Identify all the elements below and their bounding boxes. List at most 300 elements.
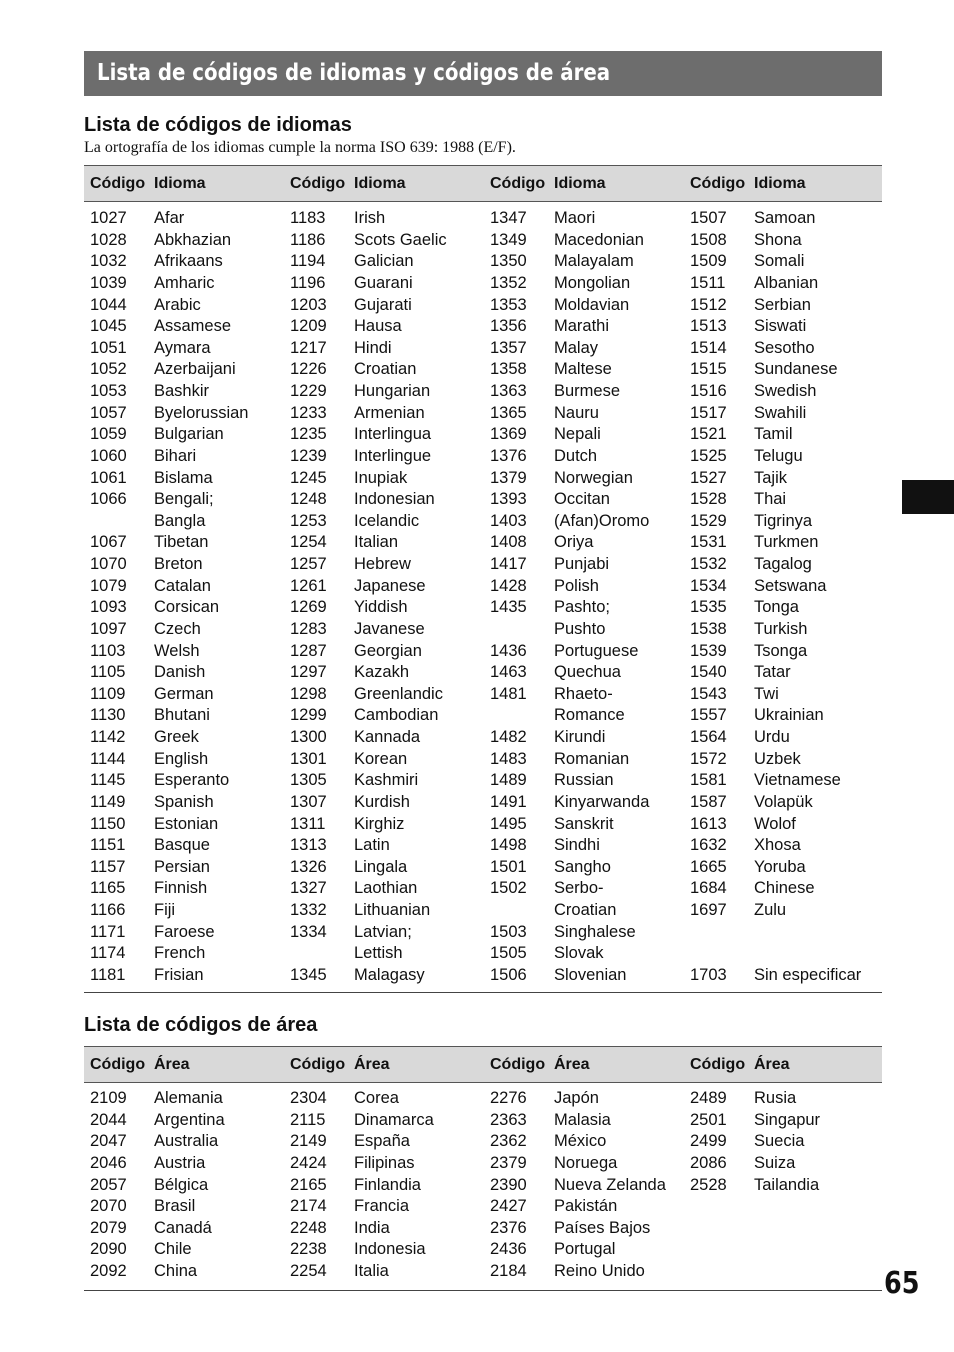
table-row	[684, 295, 884, 317]
name-cell: Laothian	[354, 879, 418, 898]
table-row	[284, 1239, 484, 1261]
code-cell: 1254	[290, 533, 327, 552]
name-cell: Finlandia	[354, 1175, 421, 1194]
table-body	[84, 1083, 882, 1290]
header-area: Área	[154, 1056, 190, 1073]
name-cell: Sesotho	[754, 338, 815, 357]
code-cell: 1376	[490, 446, 527, 465]
name-cell: Danish	[154, 663, 206, 682]
name-cell: Tibetan	[154, 533, 209, 552]
code-cell: 1305	[290, 771, 327, 790]
table-row	[684, 857, 884, 879]
table-row	[484, 705, 684, 727]
header-code: Código	[290, 175, 346, 192]
table-row	[284, 727, 484, 749]
name-cell: Telugu	[754, 446, 803, 465]
code-cell: 1379	[490, 468, 527, 487]
table-row	[84, 641, 284, 663]
table-row	[484, 814, 684, 836]
name-cell: Bulgarian	[154, 425, 224, 444]
name-cell: Tajik	[754, 468, 788, 487]
name-cell: Chinese	[754, 879, 815, 898]
table-row	[484, 273, 684, 295]
table-row	[84, 792, 284, 814]
name-cell: Faroese	[154, 922, 215, 941]
code-cell: 1297	[290, 663, 327, 682]
name-cell: Chile	[154, 1240, 192, 1259]
code-cell: 2427	[490, 1197, 527, 1216]
code-cell: 1516	[690, 382, 727, 400]
code-cell: 2304	[290, 1089, 327, 1107]
code-cell: 1194	[290, 252, 326, 271]
name-cell: Azerbaijani	[154, 360, 236, 379]
table-row	[684, 273, 884, 295]
table-row	[684, 1110, 884, 1132]
name-cell: Tagalog	[754, 555, 812, 573]
table-row	[84, 511, 284, 533]
code-cell: 1540	[690, 663, 727, 682]
table-row	[684, 922, 884, 944]
table-row	[484, 381, 684, 403]
name-cell: Korean	[354, 749, 408, 768]
code-cell: 1130	[90, 706, 126, 725]
code-cell: 1435	[490, 598, 527, 617]
name-cell: Lithuanian	[354, 901, 431, 919]
name-cell: Noruega	[554, 1153, 618, 1172]
table-row	[284, 316, 484, 338]
name-cell: Hungarian	[354, 382, 431, 400]
name-cell: Serbian	[754, 295, 811, 314]
code-cell: 1403	[490, 511, 527, 530]
code-cell: 2044	[90, 1110, 127, 1129]
table-row	[484, 359, 684, 381]
table-row	[284, 965, 484, 987]
table-row	[84, 1261, 284, 1283]
name-cell: Kirghiz	[354, 814, 405, 833]
code-cell: 1311	[290, 814, 326, 833]
code-cell: 1174	[90, 944, 126, 963]
header-code: Código	[90, 175, 146, 192]
code-cell: 2092	[90, 1262, 127, 1280]
languages-section-title: Lista de códigos de idiomas	[84, 114, 352, 136]
table-row	[684, 446, 884, 468]
code-cell: 2115	[290, 1110, 326, 1129]
table-row	[684, 511, 884, 533]
code-cell: 1283	[290, 619, 327, 638]
table-row	[684, 900, 884, 922]
code-cell: 1257	[290, 555, 327, 573]
table-body	[84, 202, 882, 992]
name-cell: Italia	[354, 1262, 389, 1280]
table-row	[684, 251, 884, 273]
table-row	[484, 1218, 684, 1240]
code-cell: 2501	[690, 1110, 727, 1129]
name-cell: Kirundi	[554, 728, 606, 746]
code-cell: 1093	[90, 598, 127, 617]
code-cell: 1482	[490, 728, 527, 746]
table-row	[84, 878, 284, 900]
table-row	[84, 749, 284, 771]
header-code: Código	[490, 1056, 546, 1073]
name-cell: Bihari	[154, 446, 197, 465]
code-cell: 1363	[490, 382, 527, 400]
table-column	[684, 208, 884, 987]
code-cell: 2528	[690, 1175, 727, 1194]
name-cell: Catalan	[154, 576, 211, 595]
name-cell: Bengali;	[154, 490, 214, 509]
code-cell: 1357	[490, 338, 527, 357]
name-cell: Xhosa	[754, 836, 801, 855]
name-cell: Pashto;	[554, 598, 610, 617]
code-cell: 1353	[490, 295, 527, 314]
table-row	[84, 900, 284, 922]
code-cell: 1463	[490, 663, 527, 682]
table-row	[84, 662, 284, 684]
table-row	[284, 835, 484, 857]
name-cell: Tamil	[754, 425, 793, 444]
code-cell: 1165	[90, 879, 126, 898]
code-cell: 1697	[690, 901, 727, 919]
code-cell: 1538	[690, 619, 727, 638]
name-cell: Javanese	[354, 619, 425, 638]
table-row	[684, 338, 884, 360]
table-row	[484, 1175, 684, 1197]
table-row	[284, 662, 484, 684]
code-cell: 1365	[490, 403, 527, 422]
name-cell: Dutch	[554, 446, 598, 465]
table-row	[284, 251, 484, 273]
name-cell: Swahili	[754, 403, 807, 422]
table-row	[484, 943, 684, 965]
code-cell: 1334	[290, 922, 327, 941]
code-cell: 1557	[690, 706, 727, 725]
code-cell: 2165	[290, 1175, 327, 1194]
table-row	[84, 338, 284, 360]
name-cell: Portuguese	[554, 641, 639, 660]
name-cell: Nueva Zelanda	[554, 1175, 666, 1194]
code-cell: 1543	[690, 684, 727, 703]
code-cell: 1501	[490, 857, 527, 876]
code-cell: 2070	[90, 1197, 127, 1216]
name-cell: Guarani	[354, 273, 413, 292]
table-row	[284, 359, 484, 381]
name-cell: Singhalese	[554, 922, 636, 941]
name-cell: French	[154, 944, 206, 963]
code-cell: 1352	[490, 273, 527, 292]
table-row	[84, 943, 284, 965]
table-row	[84, 468, 284, 490]
header-language: Idioma	[754, 175, 806, 192]
code-cell: 1531	[690, 533, 727, 552]
table-row	[284, 230, 484, 252]
code-cell: 2499	[690, 1132, 727, 1151]
table-row	[284, 814, 484, 836]
table-row	[284, 705, 484, 727]
table-row	[84, 208, 284, 230]
table-row	[684, 727, 884, 749]
code-cell: 1248	[290, 490, 327, 509]
table-row	[284, 878, 484, 900]
name-cell: Filipinas	[354, 1153, 415, 1172]
code-cell: 1509	[690, 252, 727, 271]
name-cell: Malay	[554, 338, 599, 357]
table-row	[284, 857, 484, 879]
code-cell: 1144	[90, 749, 126, 768]
table-row	[484, 1088, 684, 1110]
code-cell: 1528	[690, 490, 727, 509]
name-cell: Georgian	[354, 641, 422, 660]
table-column	[284, 1088, 484, 1283]
name-cell: Argentina	[154, 1110, 225, 1129]
code-cell: 1032	[90, 252, 127, 271]
table-row	[84, 727, 284, 749]
code-cell: 1613	[690, 814, 727, 833]
table-row	[684, 316, 884, 338]
table-row	[684, 943, 884, 965]
name-cell: Greek	[154, 728, 199, 746]
table-row	[284, 943, 484, 965]
table-row	[684, 662, 884, 684]
name-cell: Russian	[554, 771, 614, 790]
name-cell: Estonian	[154, 814, 219, 833]
table-row	[284, 1218, 484, 1240]
name-cell: Setswana	[754, 576, 827, 595]
code-cell: 1665	[690, 857, 727, 876]
name-cell: Nepali	[554, 425, 601, 444]
name-cell: Swedish	[754, 382, 817, 400]
code-cell: 1507	[690, 209, 727, 227]
code-cell: 2379	[490, 1153, 527, 1172]
name-cell: Romanian	[554, 749, 630, 768]
name-cell: Icelandic	[354, 511, 420, 530]
name-cell: Tonga	[754, 598, 799, 617]
code-cell: 1517	[690, 403, 727, 422]
name-cell: Marathi	[554, 317, 610, 336]
areas-section-title: Lista de códigos de área	[84, 1014, 318, 1036]
table-row	[284, 208, 484, 230]
name-cell: Sindhi	[554, 836, 600, 855]
table-row	[84, 424, 284, 446]
code-cell: 1307	[290, 792, 327, 811]
table-row	[284, 1131, 484, 1153]
name-cell: Canadá	[154, 1218, 212, 1237]
name-cell: Japanese	[354, 576, 426, 595]
name-cell: Esperanto	[154, 771, 230, 790]
code-cell: 2436	[490, 1240, 527, 1259]
name-cell: Australia	[154, 1132, 219, 1151]
table-row	[684, 792, 884, 814]
name-cell: Greenlandic	[354, 684, 443, 703]
code-cell: 2254	[290, 1262, 327, 1280]
table-row	[284, 273, 484, 295]
code-cell: 1145	[90, 771, 126, 790]
table-row	[484, 662, 684, 684]
table-row	[284, 770, 484, 792]
code-cell: 1070	[90, 555, 127, 573]
table-row	[84, 835, 284, 857]
name-cell: Nauru	[554, 403, 599, 422]
code-cell: 1253	[290, 511, 327, 530]
code-cell: 1428	[490, 576, 527, 595]
code-cell: 1298	[290, 684, 327, 703]
table-row	[684, 1175, 884, 1197]
name-cell: Hebrew	[354, 555, 411, 573]
code-cell: 1044	[90, 295, 127, 314]
name-cell: Sanskrit	[554, 814, 614, 833]
name-cell: Malagasy	[354, 965, 425, 984]
name-cell: Twi	[754, 684, 779, 703]
code-cell: 1483	[490, 749, 527, 768]
code-cell: 2086	[690, 1153, 727, 1172]
name-cell: Cambodian	[354, 706, 439, 725]
name-cell: Maltese	[554, 360, 612, 379]
table-column	[684, 1088, 884, 1196]
name-cell: España	[354, 1132, 410, 1151]
name-cell: Thai	[754, 490, 787, 509]
name-cell: Pushto	[554, 619, 606, 638]
name-cell: Romance	[554, 706, 625, 725]
table-row	[84, 446, 284, 468]
code-cell: 1502	[490, 879, 527, 898]
header-area: Área	[754, 1056, 790, 1073]
table-row	[684, 576, 884, 598]
table-row	[284, 1261, 484, 1283]
name-cell: Bashkir	[154, 382, 210, 400]
name-cell: Portugal	[554, 1240, 616, 1259]
table-row	[284, 511, 484, 533]
code-cell: 1489	[490, 771, 527, 790]
name-cell: India	[354, 1218, 390, 1237]
code-cell: 1313	[290, 836, 327, 855]
code-cell: 2363	[490, 1110, 527, 1129]
code-cell: 1436	[490, 641, 527, 660]
table-row	[284, 424, 484, 446]
table-row	[284, 532, 484, 554]
table-row	[484, 424, 684, 446]
table-row	[684, 965, 884, 987]
name-cell: Reino Unido	[554, 1262, 645, 1280]
table-row	[84, 1196, 284, 1218]
table-row	[484, 532, 684, 554]
table-row	[684, 619, 884, 641]
code-cell: 1512	[690, 295, 727, 314]
name-cell: Croatian	[554, 901, 617, 919]
name-cell: Punjabi	[554, 555, 610, 573]
code-cell: 1261	[290, 576, 327, 595]
name-cell: Abkhazian	[154, 230, 232, 249]
table-column	[484, 1088, 684, 1283]
name-cell: English	[154, 749, 209, 768]
table-row	[684, 532, 884, 554]
table-row	[284, 576, 484, 598]
table-row	[684, 381, 884, 403]
table-row	[484, 316, 684, 338]
name-cell: Volapük	[754, 792, 813, 811]
code-cell: 2046	[90, 1153, 127, 1172]
name-cell: Suecia	[754, 1132, 805, 1151]
code-cell: 1166	[90, 901, 126, 919]
name-cell: Tatar	[754, 663, 791, 682]
name-cell: Kashmiri	[354, 771, 419, 790]
table-row	[684, 1088, 884, 1110]
table-row	[684, 489, 884, 511]
name-cell: Kurdish	[354, 792, 410, 811]
code-cell: 1521	[690, 425, 727, 444]
code-cell: 1239	[290, 446, 327, 465]
table-row	[284, 1153, 484, 1175]
code-cell: 2047	[90, 1132, 127, 1151]
name-cell: Frisian	[154, 965, 204, 984]
code-cell: 1525	[690, 446, 727, 465]
code-cell: 1245	[290, 468, 327, 487]
code-cell: 1505	[490, 944, 527, 963]
table-row	[484, 900, 684, 922]
code-cell: 2376	[490, 1218, 527, 1237]
name-cell: Austria	[154, 1153, 206, 1172]
name-cell: Corea	[354, 1089, 399, 1107]
table-row	[484, 878, 684, 900]
table-row	[684, 835, 884, 857]
name-cell: Fiji	[154, 901, 176, 919]
table-row	[284, 792, 484, 814]
table-row	[84, 403, 284, 425]
code-cell: 2057	[90, 1175, 127, 1194]
table-row	[284, 338, 484, 360]
table-row	[484, 922, 684, 944]
code-cell: 1515	[690, 360, 727, 379]
code-cell: 1060	[90, 446, 127, 465]
table-row	[484, 251, 684, 273]
page-number: 65	[884, 1266, 920, 1301]
name-cell: Hindi	[354, 338, 392, 357]
name-cell: Tsonga	[754, 641, 808, 660]
code-cell: 1408	[490, 533, 527, 552]
code-cell: 1079	[90, 576, 127, 595]
code-cell: 1059	[90, 425, 127, 444]
name-cell: Croatian	[354, 360, 417, 379]
name-cell: Francia	[354, 1197, 410, 1216]
name-cell: Tigrinya	[754, 511, 813, 530]
code-cell: 1299	[290, 706, 327, 725]
code-cell: 1684	[690, 879, 727, 898]
table-row	[84, 1239, 284, 1261]
code-cell: 1229	[290, 382, 327, 400]
code-cell: 1358	[490, 360, 527, 379]
table-row	[484, 1239, 684, 1261]
code-cell: 1105	[90, 663, 126, 682]
name-cell: Ukrainian	[754, 706, 824, 725]
table-row	[84, 230, 284, 252]
name-cell: Burmese	[554, 382, 621, 400]
name-cell: Rusia	[754, 1089, 797, 1107]
name-cell: Finnish	[154, 879, 208, 898]
name-cell: Kazakh	[354, 663, 410, 682]
code-cell: 1632	[690, 836, 727, 855]
name-cell: Polish	[554, 576, 599, 595]
code-cell: 1581	[690, 771, 727, 790]
name-cell: Wolof	[754, 814, 796, 833]
table-row	[684, 1131, 884, 1153]
code-cell: 1052	[90, 360, 127, 379]
code-cell: 1327	[290, 879, 327, 898]
name-cell: Serbo-	[554, 879, 604, 898]
name-cell: Norwegian	[554, 468, 633, 487]
code-cell: 1233	[290, 403, 327, 422]
code-cell: 1511	[690, 273, 726, 292]
table-row	[684, 641, 884, 663]
table-row	[284, 619, 484, 641]
name-cell: Yiddish	[354, 598, 408, 617]
